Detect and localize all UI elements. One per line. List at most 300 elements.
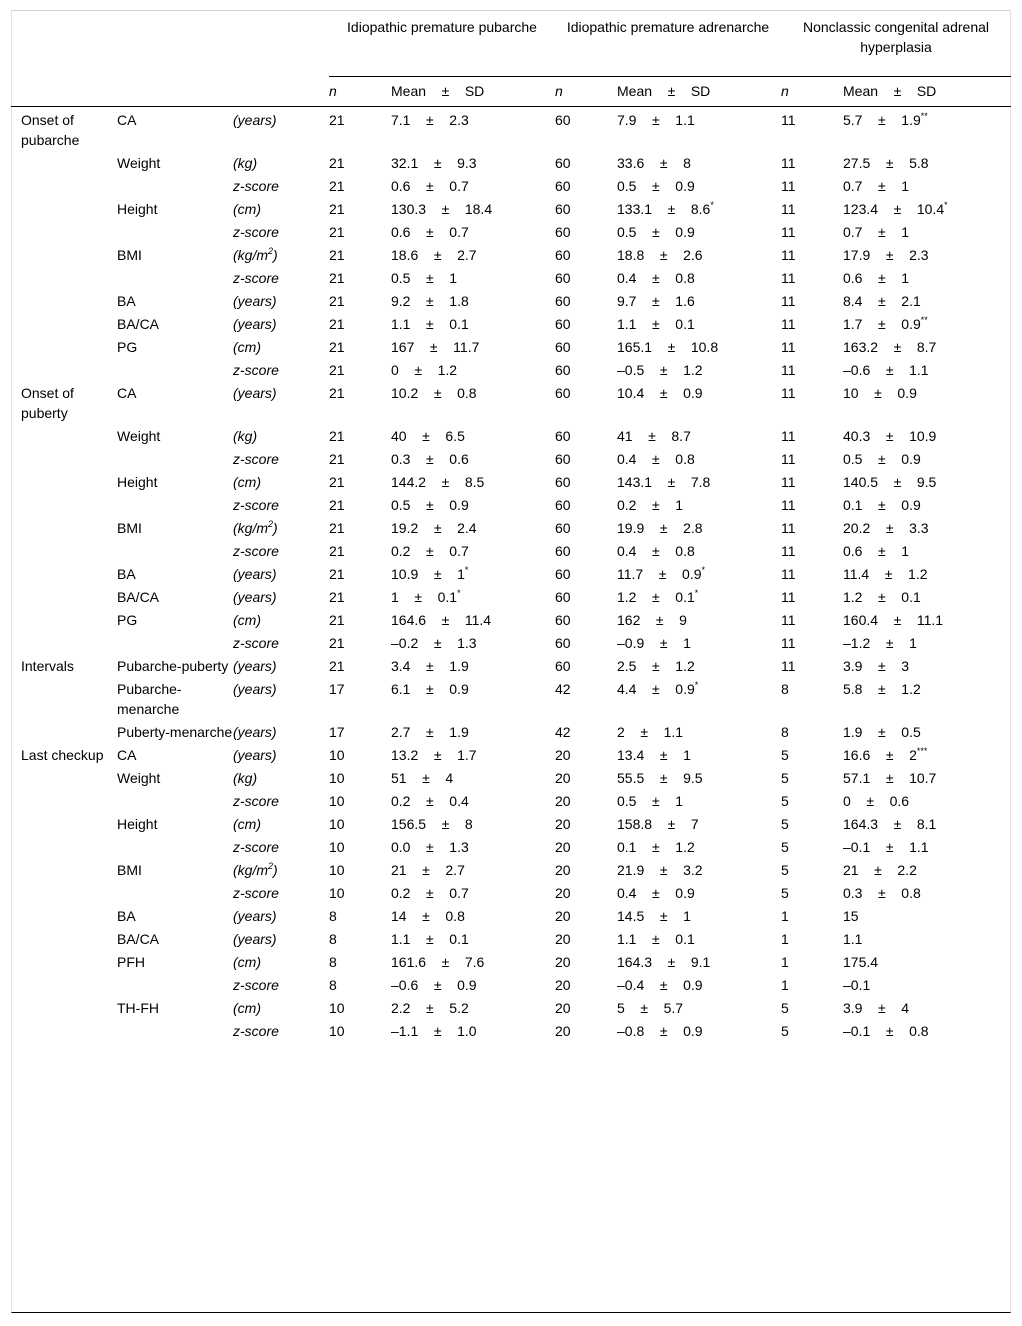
variable-label: PFH <box>117 954 145 970</box>
plus-minus: ± <box>878 270 886 286</box>
table-row <box>11 564 1011 587</box>
mean-value: 55.5 <box>617 770 645 786</box>
plus-minus: ± <box>885 1023 894 1039</box>
mean-value: 164.3 <box>843 816 879 832</box>
mean-sd-cell <box>391 837 555 860</box>
plus-minus: ± <box>667 201 676 217</box>
table-row <box>11 679 1011 722</box>
mean-sd-cell <box>617 883 781 906</box>
sd-value: 0.9 <box>675 681 695 697</box>
unit-label: z-score <box>233 793 279 809</box>
plus-minus: ± <box>652 451 660 467</box>
plus-minus: ± <box>667 954 676 970</box>
mean-sd-cell <box>843 268 1011 291</box>
mean-value: 165.1 <box>617 339 653 355</box>
sd-value: 8 <box>464 816 473 832</box>
variable-label <box>117 495 233 518</box>
mean-sd-cell <box>843 541 1011 564</box>
sd-value: 1 <box>683 747 691 763</box>
n-cell: 60 <box>555 247 571 263</box>
sd-value: 0.8 <box>901 885 921 901</box>
mean-sd-cell <box>617 929 781 952</box>
sd-value: 0.9 <box>675 885 695 901</box>
plus-minus: ± <box>885 520 894 536</box>
plus-minus: ± <box>652 681 660 697</box>
n-cell: 17 <box>329 681 345 697</box>
mean-value: –0.5 <box>617 362 645 378</box>
table-row <box>11 633 1011 656</box>
unit-label: (years) <box>233 293 277 309</box>
mean-value: 0.7 <box>843 178 863 194</box>
plus-minus: ± <box>648 428 656 444</box>
mean-value: 40 <box>391 428 407 444</box>
significance-marker: ** <box>920 111 928 121</box>
mean-value: –1.1 <box>391 1023 419 1039</box>
sd-value: 0.1 <box>449 931 469 947</box>
n-cell: 11 <box>781 635 796 651</box>
n-cell: 60 <box>555 201 571 217</box>
variable-label: Height <box>117 474 158 490</box>
mean-value: 133.1 <box>617 201 653 217</box>
n-cell: 1 <box>781 977 789 993</box>
mean-sd-cell <box>843 449 1011 472</box>
mean-sd-cell <box>617 449 781 472</box>
mean-value: 10.9 <box>391 566 419 582</box>
mean-sd-cell <box>617 426 781 449</box>
unit-label: (cm) <box>233 1000 261 1016</box>
plus-minus: ± <box>652 178 660 194</box>
header-blank <box>11 10 329 77</box>
unit-label: z-score <box>233 224 279 240</box>
variable-label: PG <box>117 612 138 628</box>
mean-sd-cell <box>391 245 555 268</box>
mean-sd-cell <box>843 291 1011 314</box>
sd-value: 0.9 <box>449 497 469 513</box>
unit-label: $(kg/m^2)$ <box>233 246 278 263</box>
mean-sd-cell <box>843 472 1011 495</box>
n-cell: 10 <box>329 1023 345 1039</box>
mean-value: 1 <box>391 589 399 605</box>
mean-value: 163.2 <box>843 339 879 355</box>
mean-sd-cell <box>843 860 1011 883</box>
sd-value: 3 <box>901 658 910 674</box>
sd-value: 11.7 <box>453 339 480 355</box>
mean-sd-cell <box>843 245 1011 268</box>
sd-value: 0.6 <box>449 451 469 467</box>
sd-value: 7.6 <box>464 954 485 970</box>
sd-value: 0.9 <box>683 385 703 401</box>
mean-value: 15 <box>843 908 859 924</box>
plus-minus: ± <box>893 339 902 355</box>
plus-minus: ± <box>885 247 894 263</box>
sd-value: 2.7 <box>445 862 465 878</box>
mean-value: 11.4 <box>843 566 870 582</box>
sd-value: 0.9 <box>675 178 695 194</box>
mean-value: 158.8 <box>617 816 653 832</box>
unit-label: (kg) <box>233 155 258 171</box>
sd-value: 0.9 <box>901 316 921 332</box>
mean-sd-cell <box>843 1021 1011 1044</box>
plus-minus: ± <box>652 497 660 513</box>
plus-minus: ± <box>433 155 442 171</box>
section-label <box>11 791 117 814</box>
significance-marker: * <box>694 588 699 598</box>
n-cell: 20 <box>555 931 571 947</box>
n-cell: 11 <box>781 543 796 559</box>
sd-value: 2 <box>909 747 917 763</box>
table-row <box>11 975 1011 998</box>
variable-label <box>117 176 233 199</box>
section-label <box>11 337 117 360</box>
n-cell: 10 <box>329 770 345 786</box>
mean-sd-cell <box>843 314 1011 337</box>
mean-value: 11.7 <box>617 566 644 582</box>
mean-value: 0.5 <box>391 270 411 286</box>
sd-value: 8.1 <box>916 816 937 832</box>
mean-value: 1.1 <box>391 931 411 947</box>
mean-value: 5.7 <box>843 112 863 128</box>
n-cell: 5 <box>781 1000 789 1016</box>
n-cell: 11 <box>781 293 796 309</box>
sd-value: 1.2 <box>908 566 928 582</box>
mean-sd-cell <box>843 426 1011 449</box>
sd-value: 0.9 <box>901 451 921 467</box>
mean-sd-cell <box>391 291 555 314</box>
mean-value: 33.6 <box>617 155 645 171</box>
unit-label: z-score <box>233 362 279 378</box>
mean-value: 14.5 <box>617 908 645 924</box>
mean-value: 123.4 <box>843 201 879 217</box>
n-cell: 60 <box>555 635 571 651</box>
plus-minus: ± <box>878 451 886 467</box>
mean-value: 0.7 <box>843 224 863 240</box>
n-cell: 11 <box>781 201 796 217</box>
significance-marker: * <box>944 200 948 210</box>
mean-value: 0.5 <box>843 451 863 467</box>
n-cell: 8 <box>329 908 337 924</box>
mean-value: 0.5 <box>617 224 637 240</box>
section-label: Last checkup <box>21 747 104 763</box>
plus-minus: ± <box>652 224 660 240</box>
mean-sd-cell <box>843 768 1011 791</box>
mean-sd-cell <box>843 883 1011 906</box>
group-header-nccah: Nonclassic congenital adrenal hyperplasia <box>803 19 989 55</box>
mean-sd-cell <box>391 426 555 449</box>
n-cell: 21 <box>329 520 345 536</box>
section-label <box>11 426 117 449</box>
unit-label: (cm) <box>233 201 261 217</box>
unit-label: (cm) <box>233 339 261 355</box>
mean-sd-cell <box>391 722 555 745</box>
n-cell: 21 <box>329 612 345 628</box>
mean-value: 7.1 <box>391 112 411 128</box>
mean-value: 18.6 <box>391 247 419 263</box>
table-row <box>11 222 1011 245</box>
n-cell: 60 <box>555 178 571 194</box>
mean-sd-cell <box>391 952 555 975</box>
mean-sd-cell <box>391 495 555 518</box>
mean-value: 16.6 <box>843 747 871 763</box>
n-cell: 8 <box>329 954 337 970</box>
significance-marker: * <box>710 200 714 210</box>
variable-label: BA/CA <box>117 316 160 332</box>
mean-sd-cell <box>843 679 1011 722</box>
mean-sd-cell <box>843 383 1011 426</box>
plus-minus: ± <box>426 931 434 947</box>
variable-label: Pubarche-puberty <box>117 658 229 674</box>
variable-label: CA <box>117 747 137 763</box>
mean-sd-cell <box>843 814 1011 837</box>
n-cell: 11 <box>781 385 796 401</box>
mean-sd-cell <box>391 679 555 722</box>
plus-minus: ± <box>441 816 450 832</box>
sd-value: 1.9 <box>449 658 469 674</box>
n-cell: 5 <box>781 862 789 878</box>
plus-minus: ± <box>652 793 660 809</box>
plus-minus: ± <box>885 635 894 651</box>
unit-label: (years) <box>233 908 277 924</box>
variable-label <box>117 360 233 383</box>
sd-value: 4 <box>445 770 454 786</box>
mean-sd-cell <box>391 472 555 495</box>
n-cell: 20 <box>555 816 571 832</box>
mean-sd-cell <box>617 722 781 745</box>
sd-value: 9.5 <box>683 770 703 786</box>
mean-sd-cell <box>617 1021 781 1044</box>
variable-label: BMI <box>117 247 142 263</box>
mean-sd-cell <box>617 952 781 975</box>
mean-sd-cell <box>391 383 555 426</box>
unit-label: z-score <box>233 270 279 286</box>
mean-sd-cell <box>843 360 1011 383</box>
sd-value: 0.9 <box>683 977 703 993</box>
plus-minus: ± <box>652 270 660 286</box>
variable-label <box>117 449 233 472</box>
mean-sd-cell <box>843 518 1011 541</box>
mean-value: 1.1 <box>617 931 637 947</box>
table-row <box>11 998 1011 1021</box>
mean-value: 167 <box>391 339 415 355</box>
table-row <box>11 541 1011 564</box>
n-cell: 21 <box>329 224 345 240</box>
plus-minus: ± <box>414 589 423 605</box>
mean-sd-cell <box>391 564 555 587</box>
significance-marker: * <box>457 588 461 598</box>
sd-value: 5.7 <box>663 1000 684 1016</box>
data-table <box>11 10 1011 1044</box>
unit-label: (years) <box>233 112 277 128</box>
mean-value: 164.3 <box>617 954 653 970</box>
mean-value: 3.9 <box>843 658 863 674</box>
n-cell: 21 <box>329 178 345 194</box>
mean-sd-cell <box>843 837 1011 860</box>
sd-value: 1.2 <box>901 681 921 697</box>
table-row <box>11 929 1011 952</box>
unit-label: z-score <box>233 178 279 194</box>
n-cell: 1 <box>781 908 789 924</box>
table-row <box>11 176 1011 199</box>
plus-minus: ± <box>441 612 450 628</box>
n-cell: 20 <box>555 908 571 924</box>
table-row <box>11 199 1011 222</box>
mean-value: 1.2 <box>617 589 637 605</box>
sd-value: 1 <box>901 270 910 286</box>
sd-value: 2.7 <box>457 247 477 263</box>
mean-value: 7.9 <box>617 112 637 128</box>
n-cell: 60 <box>555 497 571 513</box>
variable-label: CA <box>117 112 137 128</box>
section-label <box>11 975 117 998</box>
mean-sd-header: Mean ± SD <box>391 77 555 107</box>
section-label <box>11 768 117 791</box>
mean-sd-cell <box>617 268 781 291</box>
mean-sd-cell <box>617 975 781 998</box>
plus-minus: ± <box>426 497 434 513</box>
section-label <box>11 541 117 564</box>
mean-value: 164.6 <box>391 612 427 628</box>
mean-sd-cell <box>617 495 781 518</box>
n-cell: 20 <box>555 862 571 878</box>
sd-value: 11.1 <box>916 612 944 628</box>
table-row <box>11 472 1011 495</box>
sd-value: 8.7 <box>671 428 691 444</box>
sd-value: 2.2 <box>897 862 917 878</box>
variable-label: Height <box>117 816 158 832</box>
n-header: n <box>781 77 843 107</box>
sd-value: 1.9 <box>449 724 469 740</box>
section-label <box>11 722 117 745</box>
sd-value: 0.4 <box>449 793 469 809</box>
table-row <box>11 153 1011 176</box>
mean-value: 160.4 <box>843 612 879 628</box>
unit-label: (years) <box>233 658 277 674</box>
mean-value: 6.1 <box>391 681 411 697</box>
variable-label: BA <box>117 566 136 582</box>
mean-value: 5.8 <box>843 681 863 697</box>
mean-sd-cell <box>843 791 1011 814</box>
sd-value: 10.7 <box>909 770 937 786</box>
table-row <box>11 768 1011 791</box>
group-header-adrenarche: Idiopathic premature adrenarche <box>566 19 770 35</box>
variable-label: Height <box>117 201 158 217</box>
unit-label: z-score <box>233 839 279 855</box>
mean-value: –0.9 <box>617 635 645 651</box>
sd-value: 0.7 <box>449 224 469 240</box>
mean-sd-header: Mean ± SD <box>617 77 781 107</box>
table-row <box>11 291 1011 314</box>
sd-value: 1.8 <box>449 293 469 309</box>
n-cell: 11 <box>781 658 796 674</box>
mean-value: 21.9 <box>617 862 645 878</box>
variable-label <box>117 791 233 814</box>
n-cell: 5 <box>781 839 789 855</box>
mean-sd-cell <box>617 314 781 337</box>
unit-label: z-score <box>233 543 279 559</box>
plus-minus: ± <box>433 385 442 401</box>
mean-sd-cell <box>617 633 781 656</box>
table-row <box>11 1021 1011 1044</box>
table-row <box>11 337 1011 360</box>
plus-minus: ± <box>433 1023 442 1039</box>
mean-value: 41 <box>617 428 633 444</box>
plus-minus: ± <box>659 747 668 763</box>
mean-sd-cell <box>617 360 781 383</box>
plus-minus: ± <box>426 658 434 674</box>
mean-sd-cell <box>391 107 555 154</box>
n-cell: 21 <box>329 270 345 286</box>
sd-value: 1.3 <box>457 635 477 651</box>
plus-minus: ± <box>426 839 434 855</box>
n-cell: 5 <box>781 747 789 763</box>
table-row <box>11 883 1011 906</box>
plus-minus: ± <box>874 862 882 878</box>
mean-sd-cell <box>391 929 555 952</box>
group-header-pubarche: Idiopathic premature pubarche <box>347 19 537 35</box>
mean-value: 0.5 <box>391 497 411 513</box>
sd-value: 1 <box>457 566 465 582</box>
variable-label: BA <box>117 293 136 309</box>
plus-minus: ± <box>640 724 649 740</box>
mean-sd-cell <box>391 222 555 245</box>
sd-value: 8.7 <box>916 339 937 355</box>
mean-value: 57.1 <box>843 770 871 786</box>
plus-minus: ± <box>659 155 668 171</box>
variable-label: Weight <box>117 770 161 786</box>
n-cell: 20 <box>555 770 571 786</box>
mean-value: 4.4 <box>617 681 637 697</box>
n-cell: 5 <box>781 1023 789 1039</box>
plus-minus: ± <box>885 839 894 855</box>
mean-sd-cell <box>617 153 781 176</box>
plus-minus: ± <box>433 520 442 536</box>
n-cell: 8 <box>329 931 337 947</box>
n-cell: 21 <box>329 635 345 651</box>
plus-minus: ± <box>426 885 434 901</box>
table-row <box>11 360 1011 383</box>
table-row <box>11 814 1011 837</box>
plus-minus: ± <box>426 681 434 697</box>
mean-sd-cell <box>391 199 555 222</box>
mean-value: 19.2 <box>391 520 419 536</box>
n-cell: 21 <box>329 339 345 355</box>
section-label <box>11 814 117 837</box>
plus-minus: ± <box>874 385 882 401</box>
mean-value: 0.1 <box>843 497 863 513</box>
mean-value: 140.5 <box>843 474 879 490</box>
plus-minus: ± <box>441 954 450 970</box>
sd-value: 1.6 <box>675 293 695 309</box>
mean-value: –0.1 <box>843 977 871 993</box>
n-cell: 5 <box>781 885 789 901</box>
variable-label: BA/CA <box>117 931 160 947</box>
variable-label <box>117 268 233 291</box>
mean-value: 14 <box>391 908 407 924</box>
variable-label <box>117 975 233 998</box>
unit-label: $(kg/m^2)$ <box>233 861 278 878</box>
mean-value: 0.2 <box>391 793 411 809</box>
n-cell: 11 <box>781 339 796 355</box>
table-row <box>11 745 1011 768</box>
mean-sd-cell <box>617 564 781 587</box>
variable-label: BA <box>117 908 136 924</box>
mean-value: 0.6 <box>391 178 411 194</box>
mean-value: 21 <box>843 862 859 878</box>
sd-value: 4 <box>901 1000 910 1016</box>
n-cell: 42 <box>555 724 571 740</box>
mean-sd-cell <box>843 745 1011 768</box>
n-cell: 42 <box>555 681 571 697</box>
n-cell: 60 <box>555 451 571 467</box>
